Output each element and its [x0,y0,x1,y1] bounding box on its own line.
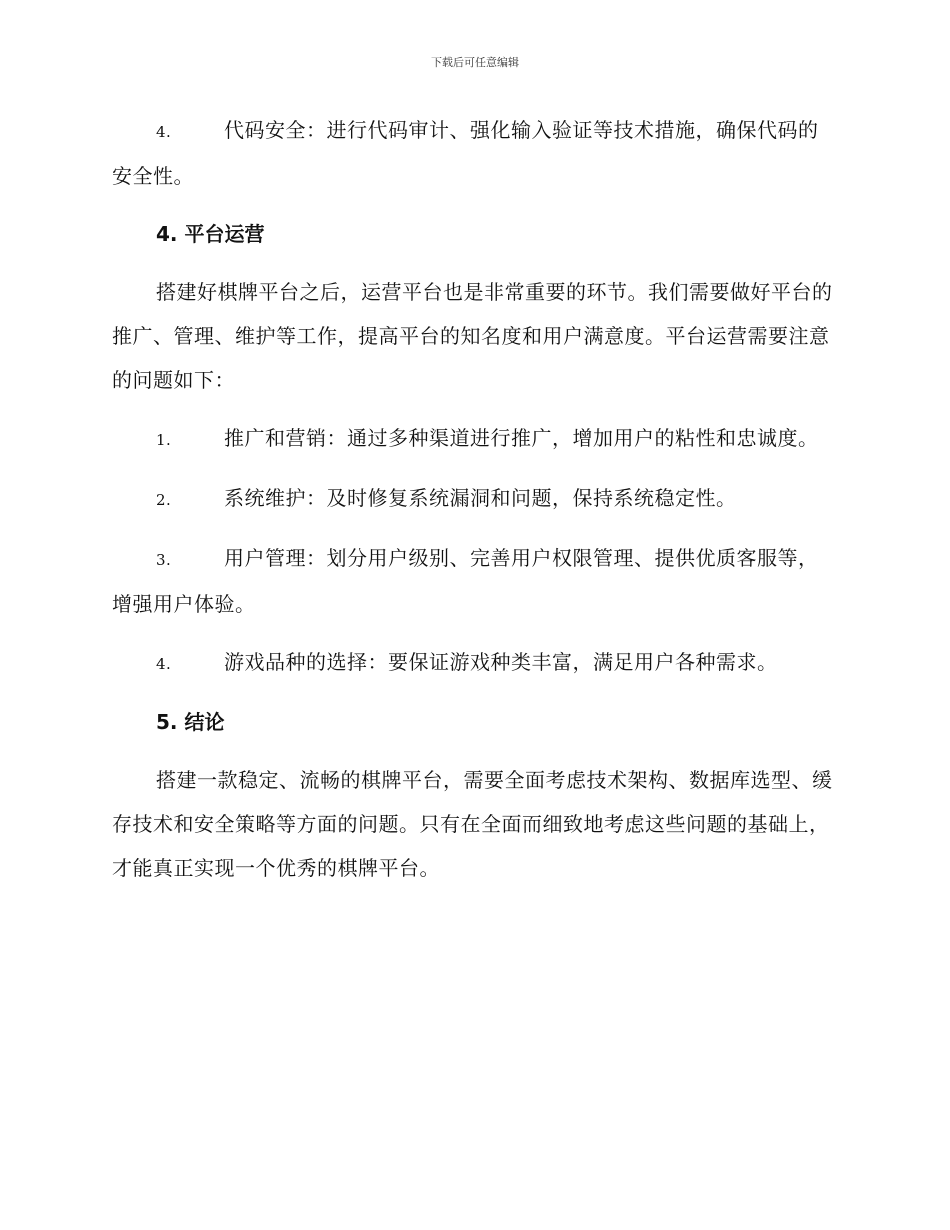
list-text: 用户管理：划分用户级别、完善用户权限管理、提供优质客服等，增强用户体验。 [112,546,819,616]
list-number: 3. [156,551,172,569]
list-text: 推广和营销：通过多种渠道进行推广，增加用户的粘性和忠诚度。 [224,426,819,450]
list-text: 系统维护：及时修复系统漏洞和问题，保持系统稳定性。 [224,486,737,510]
list-item [112,108,834,198]
page-header: 下载后可任意编辑 [431,56,519,69]
list-number: 4. [156,655,172,673]
section-heading: 4. 平台运营 [156,222,265,246]
paragraph: 搭建好棋牌平台之后，运营平台也是非常重要的环节。我们需要做好平台的推广、管理、维护等工作，提高平台的知名度和用户满意度。平台运营需要注意的问题如下： [112,280,833,392]
list-text: 代码安全：进行代码审计、强化输入验证等技术措施，确保代码的安全性。 [112,118,819,188]
section-heading: 5. 结论 [156,710,225,734]
document-body [112,108,834,904]
list-number: 4. [156,123,172,141]
paragraph: 搭建一款稳定、流畅的棋牌平台，需要全面考虑技术架构、数据库选型、缓存技术和安全策略等方面的问题。只有在全面而细致地考虑这些问题的基础上，才能真正实现一个优秀的棋牌平台。 [112,768,833,880]
list-item [112,536,834,626]
list-item [112,416,834,462]
list-number: 2. [156,491,172,509]
list-text: 游戏品种的选择：要保证游戏种类丰富，满足用户各种需求。 [224,650,778,674]
list-item [112,476,834,522]
list-number: 1. [156,431,172,449]
list-item [112,640,834,686]
